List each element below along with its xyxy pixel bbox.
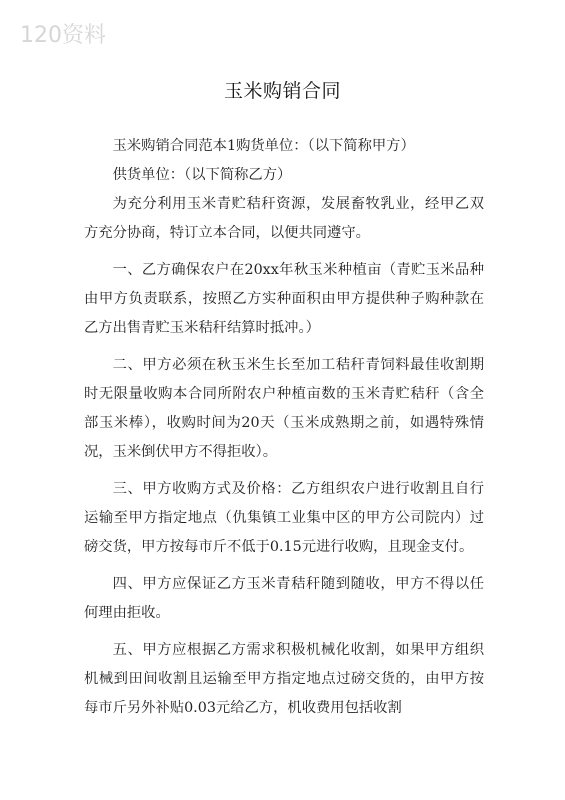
paragraph-clause-5: 五、甲方应根据乙方需求积极机械化收割，如果甲方组织机械到田间收割且运输至甲方指定地点过磅交货的，由甲方按每市斤另外补贴0.03元给乙方，机收费用包括收割 — [84, 642, 484, 716]
paragraph-clause-4: 四、甲方应保证乙方玉米青秸秆随到随收，甲方不得以任何理由拒收。 — [84, 576, 484, 621]
document-title: 玉米购销合同 — [223, 80, 341, 102]
document-body — [84, 132, 484, 723]
paragraph-clause-1: 一、乙方确保农户在20xx年秋玉米种植亩（青贮玉米品种由甲方负责联系，按照乙方实种面积由甲方提供种子购种款在乙方出售青贮玉米秸秆结算时抵冲。） — [84, 262, 484, 336]
paragraph-purchaser: 玉米购销合同范本1购货单位：（以下简称甲方） — [112, 138, 415, 154]
paragraph-clause-2: 二、甲方必须在秋玉米生长至加工秸秆青饲料最佳收割期时无限量收购本合同所附农户种植亩数的玉米青贮秸秆（含全部玉米棒），收购时间为20天（玉米成熟期之前，如遇特殊情况，玉米倒伏甲方不得拒收）。 — [84, 357, 484, 460]
watermark: 120资料 — [20, 23, 106, 48]
paragraph-supplier: 供货单位：（以下简称乙方） — [112, 167, 292, 183]
paragraph-preamble: 为充分利用玉米青贮秸秆资源，发展畜牧乳业，经甲乙双方充分协商，特订立本合同，以便共同遵守。 — [84, 196, 484, 241]
paragraph-clause-3: 三、甲方收购方式及价格：乙方组织农户进行收割且自行运输至甲方指定地点（仇集镇工业集中区的甲方公司院内）过磅交货，甲方按每市斤不低于0.15元进行收购，且现金支付。 — [84, 481, 484, 555]
